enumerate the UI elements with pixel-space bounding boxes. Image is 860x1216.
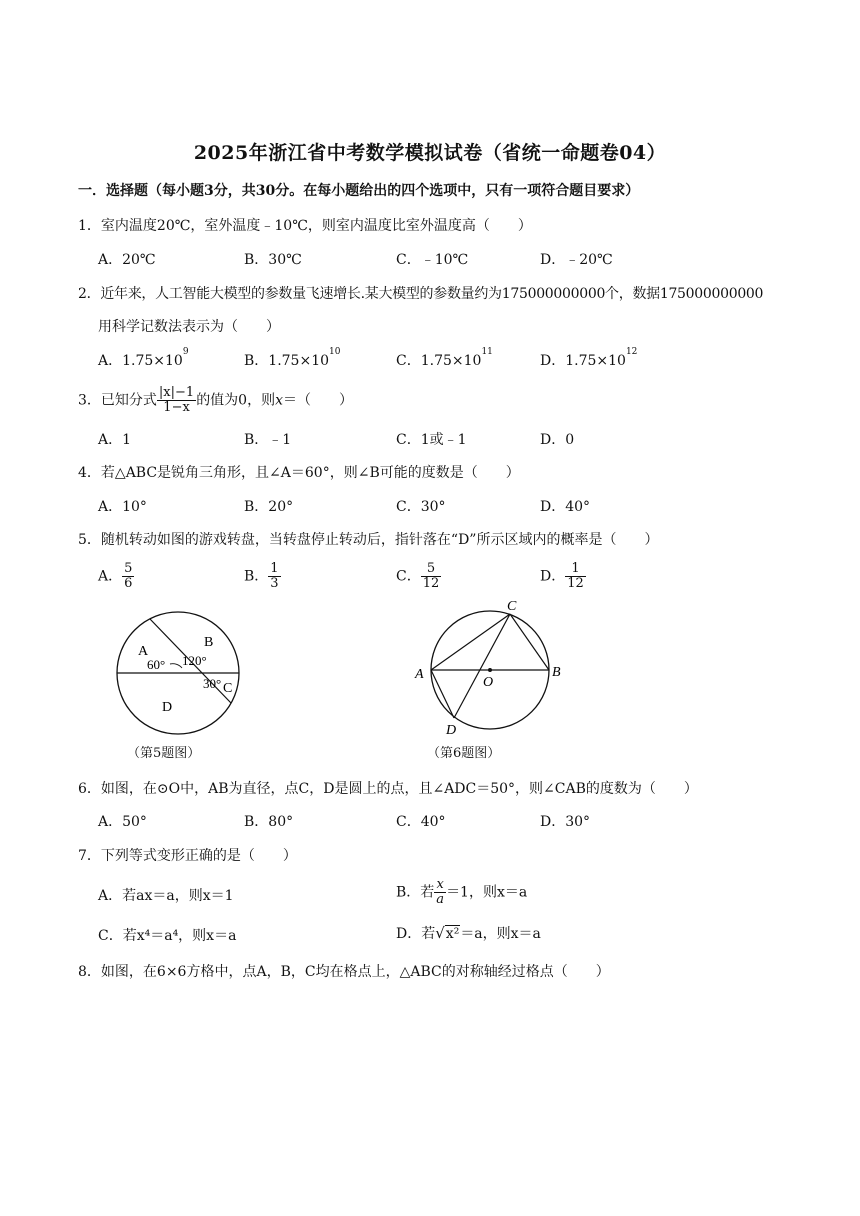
q5-option-c: C． $\frac{5}{12}$ xyxy=(396,561,440,591)
question-3: 3．已知分式 $\frac{|x|-1}{1-x}$ 的值为0，则x＝（ ） xyxy=(78,385,354,415)
center-point xyxy=(488,668,492,672)
q1-option-d: D．﹣20℃ xyxy=(540,252,613,268)
region-a-label: A xyxy=(138,644,149,659)
question-text: 室内温度20℃，室外温度﹣10℃，则室内温度比室外温度高（ ） xyxy=(100,218,532,234)
q3-option-b: B．﹣1 xyxy=(244,432,292,448)
q2-option-a: A．$1.75\times 10^9$ xyxy=(98,347,189,369)
q6-option-a: A．50° xyxy=(98,814,147,830)
q6-option-b: B．80° xyxy=(244,814,294,830)
q3-option-a: A．1 xyxy=(98,432,132,448)
figure-5-spinner xyxy=(110,606,250,738)
q6-option-c: C．40° xyxy=(396,814,446,830)
angle-120-label: 120° xyxy=(182,653,207,668)
question-5: 5．随机转动如图的游戏转盘，当转盘停止转动后，指针落在“D”所示区域内的概率是（ ） xyxy=(78,532,659,548)
page-title: 2025年浙江省中考数学模拟试卷（省统一命题卷04） xyxy=(193,142,667,164)
q7-option-a: A．若ax＝a，则x＝1 xyxy=(98,888,234,904)
q1-option-a: A．20℃ xyxy=(98,252,156,268)
figure-5-caption: （第5题图） xyxy=(127,746,201,761)
q4-option-a: A．10° xyxy=(98,499,147,515)
point-a-label: A xyxy=(415,667,424,682)
point-d-label: D xyxy=(446,723,457,738)
question-2 xyxy=(78,283,763,303)
question-4: 4．若△ABC是锐角三角形，且∠A＝60°，则∠B可能的度数是（ ） xyxy=(78,465,520,481)
q4-option-b: B．20° xyxy=(244,499,294,515)
region-c-label: C xyxy=(223,681,233,696)
q2-option-c: C．$1.75\times 10^{11}$ xyxy=(396,347,493,369)
angle-30-label: 30° xyxy=(203,676,222,691)
question-number: 1． xyxy=(78,218,101,234)
q4-option-d: D．40° xyxy=(540,499,591,515)
question-7: 7．下列等式变形正确的是（ ） xyxy=(78,848,297,864)
chord-ac xyxy=(431,614,510,670)
angle-arc xyxy=(170,664,182,668)
question-8: 8．如图，在6×6方格中，点A，B，C均在格点上，△ABC的对称轴经过格点（ ） xyxy=(78,964,610,980)
chord-cd xyxy=(454,614,510,718)
question-1 xyxy=(78,215,532,235)
q2-option-d: D．$1.75\times 10^{12}$ xyxy=(540,347,638,369)
region-b-label: B xyxy=(204,635,214,650)
q3-option-c: C．1或﹣1 xyxy=(396,432,467,448)
question-6: 6．如图，在⊙O中，AB为直径，点C，D是圆上的点，且∠ADC＝50°，则∠CAB的度数为（ ） xyxy=(78,781,698,797)
q7-option-c: C．若x⁴＝a⁴，则x＝a xyxy=(98,928,237,944)
question-number: 2． xyxy=(78,286,101,302)
q5-option-a: A． $\frac{5}{6}$ xyxy=(98,561,133,591)
angle-60-label: 60° xyxy=(147,657,166,672)
section-heading: 一．选择题（每小题3分，共30分。在每小题给出的四个选项中，只有一项符合题目要求） xyxy=(78,183,640,199)
q7-option-d: D．若√x²＝a，则x＝a xyxy=(396,924,541,942)
q3-option-d: D．0 xyxy=(540,432,575,448)
radicand: x² xyxy=(445,926,460,942)
q6-option-d: D．30° xyxy=(540,814,591,830)
q4-option-c: C．30° xyxy=(396,499,446,515)
point-o-label: O xyxy=(483,675,494,690)
region-d-label: D xyxy=(162,700,173,715)
q1-option-b: B．30℃ xyxy=(244,252,302,268)
chord-ad xyxy=(431,670,454,718)
point-c-label: C xyxy=(507,599,517,614)
question-text: 近年来，人工智能大模型的参数量飞速增长.某大模型的参数量约为175000000000个，数据175000000000 xyxy=(100,286,764,302)
figure-6-caption: （第6题图） xyxy=(427,746,501,761)
question-2-line2: 用科学记数法表示为（ ） xyxy=(98,319,280,335)
q2-option-b: B．$1.75\times 10^{10}$ xyxy=(244,347,341,369)
figure-6-circle xyxy=(410,596,570,741)
q1-option-c: C．﹣10℃ xyxy=(396,252,469,268)
point-b-label: B xyxy=(552,665,561,680)
q5-option-d: D． $\frac{1}{12}$ xyxy=(540,561,584,591)
fraction: $\frac{|x|-1}{1-x}$ xyxy=(158,385,195,415)
chord-cb xyxy=(510,614,549,670)
q7-option-b: B．若 $\frac{x}{a}$ ＝1，则x＝a xyxy=(396,877,528,907)
q5-option-b: B． $\frac{1}{3}$ xyxy=(244,561,279,591)
